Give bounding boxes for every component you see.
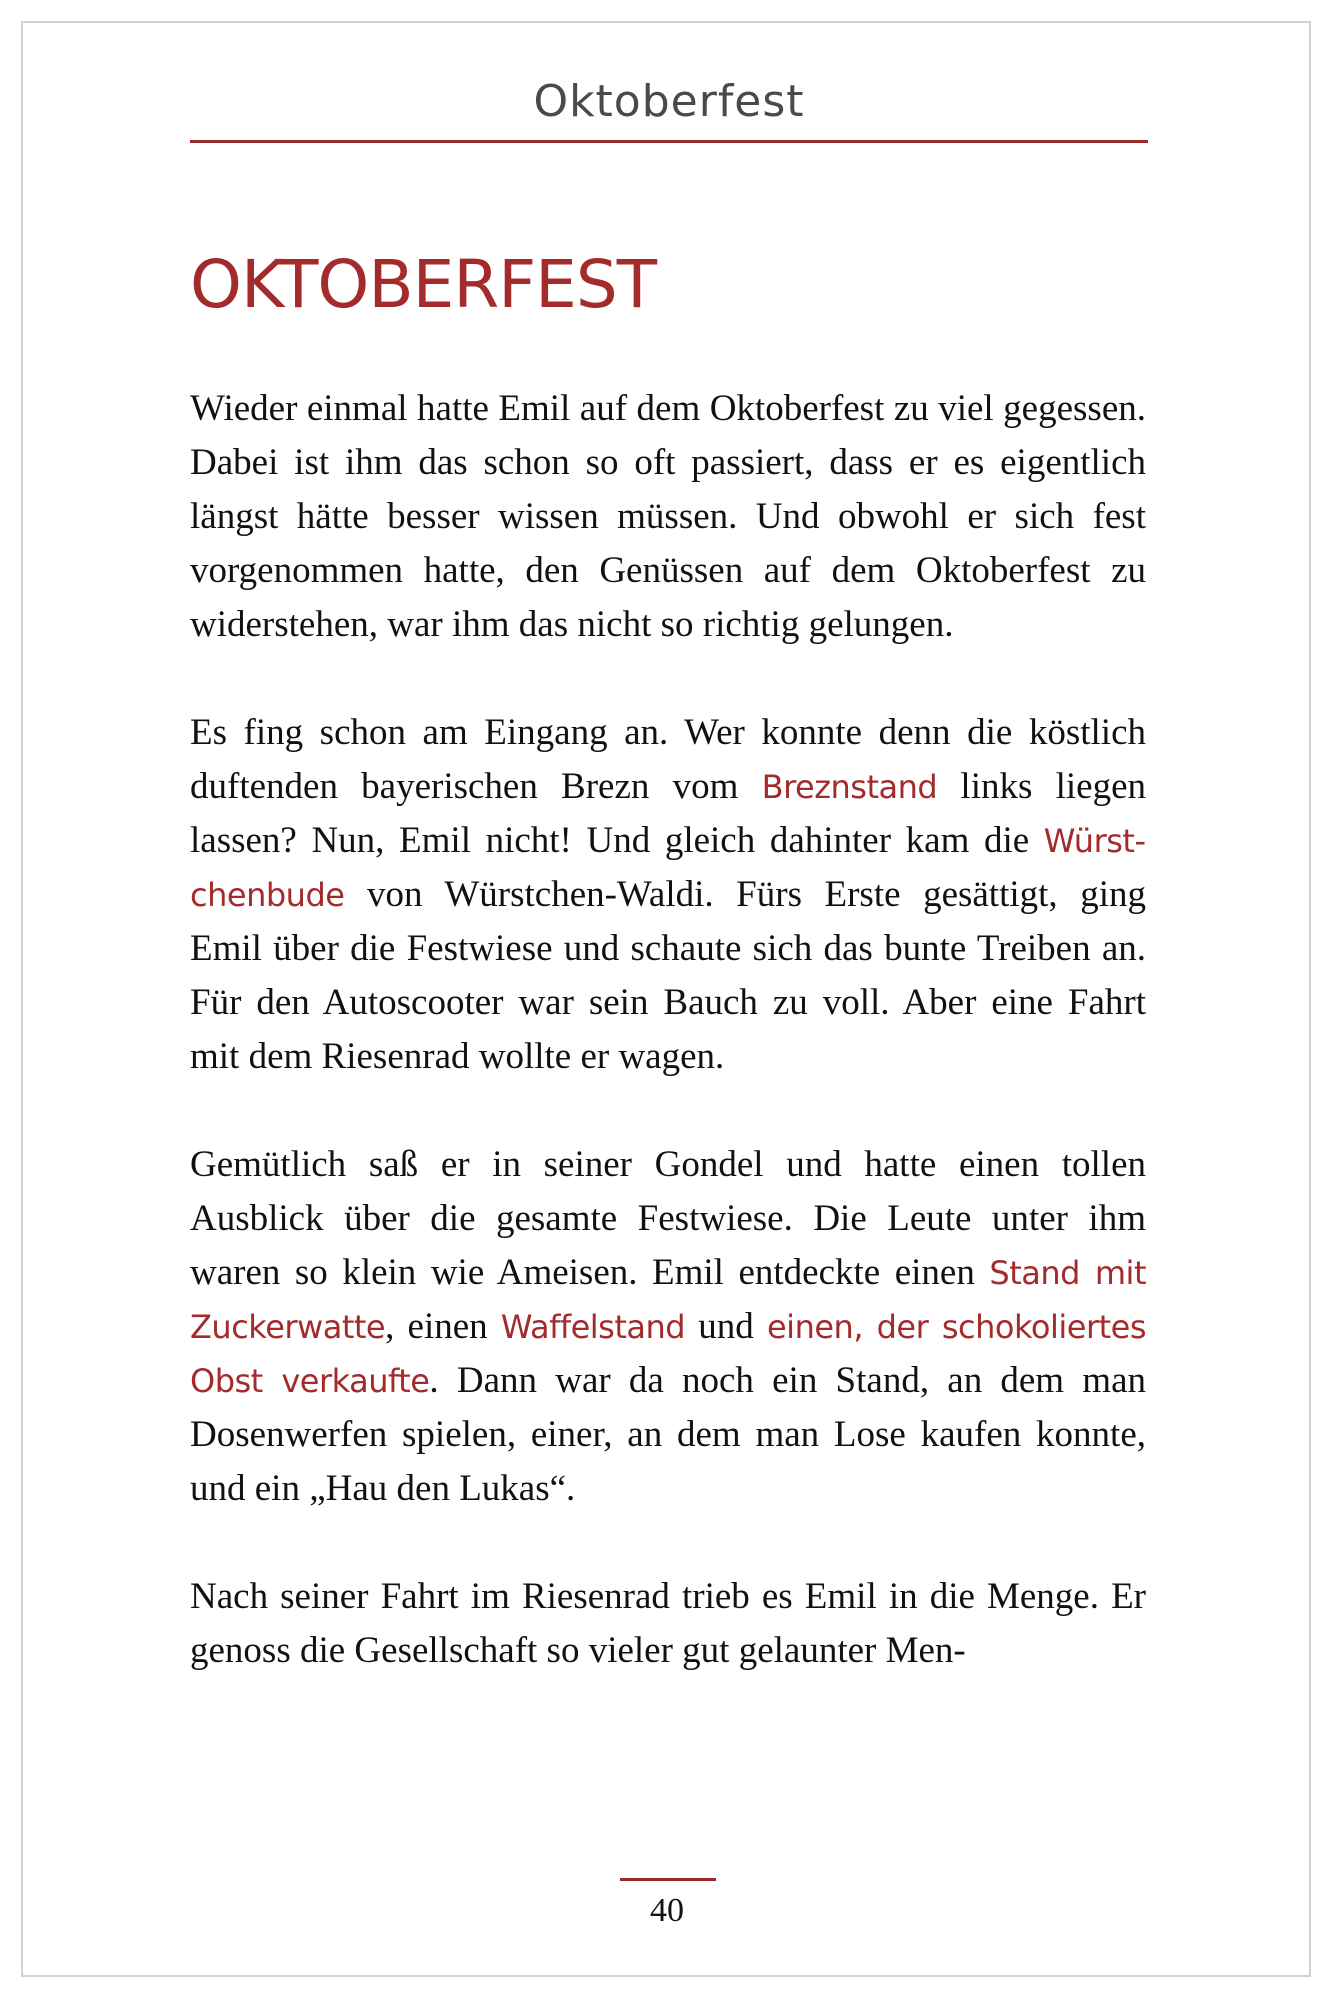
text-run: , einen <box>385 1306 501 1347</box>
highlighted-phrase: Breznstand <box>761 768 938 806</box>
text-run: von Würstchen-Waldi. Fürs Erste gesättigt, ging Emil über die Festwiese und schaute sich das bunte Treiben an. Für den Autoscooter war sein Bauch zu voll. Aber eine Fahrt mit dem Riesenrad wollte er wagen. <box>190 874 1146 1077</box>
text-run: links liegen lassen? Nun, Emil nicht! Und gleich dahinter kam die <box>190 766 1146 861</box>
footer-rule <box>620 1878 716 1881</box>
highlighted-phrase: Stand mit Zuckerwatte <box>190 1254 1146 1346</box>
body-text <box>190 382 1146 1732</box>
paragraph <box>190 706 1146 1084</box>
running-head: Oktoberfest <box>533 76 805 127</box>
text-run: Wieder einmal hatte Emil auf dem Oktoberfest zu viel gegessen. Dabei ist ihm das schon so oft passiert, dass er es eigentlich längst hätte besser wissen müssen. Und obwohl er sich fest vorgenommen hatte, den Genüssen auf dem Oktoberfest zu widerstehen, war ihm das nicht so richtig gelungen. <box>190 388 1146 645</box>
paragraph <box>190 1138 1146 1516</box>
text-run: und <box>685 1306 767 1347</box>
header-rule <box>190 140 1148 143</box>
highlighted-phrase: Waffelstand <box>500 1308 686 1346</box>
highlighted-phrase: Würstchenbude <box>190 822 1146 914</box>
highlighted-phrase: einen, der schokoliertes Obst verkaufte <box>190 1308 1146 1400</box>
text-run: Nach seiner Fahrt im Riesenrad trieb es Emil in die Menge. Er genoss die Gesellschaft so vieler gut gelaunter Men- <box>190 1576 1146 1671</box>
paragraph <box>190 1570 1146 1678</box>
text-run: . Dann war da noch ein Stand, an dem man Dosenwerfen spielen, einer, an dem man Lose kaufen konnte, und ein „Hau den Lukas“. <box>190 1360 1146 1509</box>
text-run: Es fing schon am Eingang an. Wer konnte denn die köstlich duftenden bayerischen Brezn vom <box>190 712 1146 807</box>
paragraph <box>190 382 1146 652</box>
text-run: Gemütlich saß er in seiner Gondel und hatte einen tollen Ausblick über die gesamte Festwiese. Die Leute unter ihm waren so klein wie Ameisen. Emil entdeckte einen <box>190 1144 1146 1293</box>
chapter-title: OKTOBERFEST <box>190 246 657 323</box>
page-number: 40 <box>650 1892 684 1929</box>
